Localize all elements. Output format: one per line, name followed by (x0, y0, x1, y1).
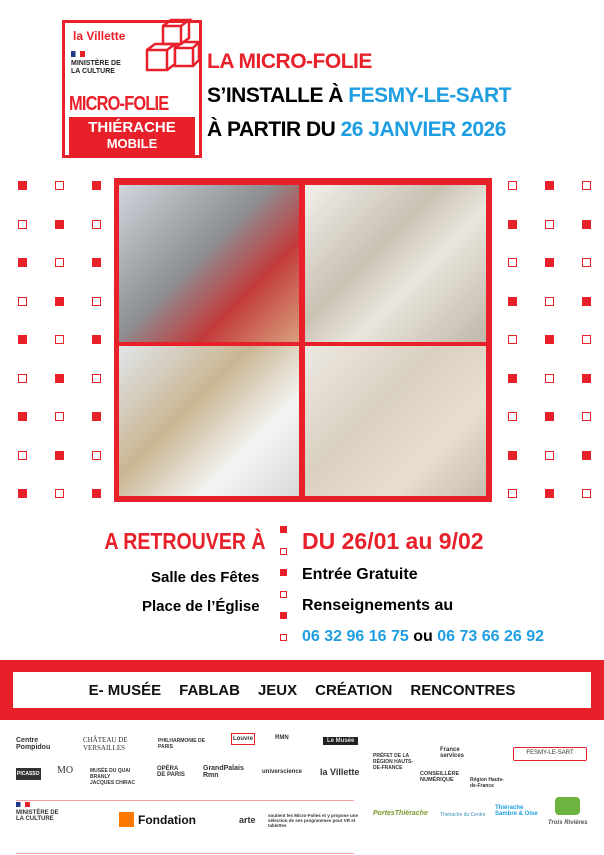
decorative-square (55, 335, 64, 344)
logo-thierache-sambre: Thiérache Sambre & Oise (495, 805, 538, 817)
decorative-square (508, 412, 517, 421)
headline-place: FESMY-LE-SART (348, 84, 511, 107)
decorative-square (582, 220, 591, 229)
decorative-square (55, 181, 64, 190)
decorative-square (55, 489, 64, 498)
headline-date: 26 JANVIER 2026 (340, 118, 506, 141)
decorative-square (92, 489, 101, 498)
decorative-square (508, 489, 517, 498)
decorative-square (18, 335, 27, 344)
activity-fablab: FABLAB (179, 681, 240, 699)
divider-square (280, 548, 287, 555)
decorative-square (545, 335, 554, 344)
activity-jeux: JEUX (257, 681, 298, 699)
decorative-square (508, 335, 517, 344)
decorative-square (55, 451, 64, 460)
logo-region-box (69, 117, 195, 155)
divider-square (280, 569, 287, 576)
decorative-square (18, 258, 27, 267)
logo-louvre: Louvre (231, 733, 255, 745)
logo-orsay: MO (57, 765, 74, 776)
decorative-square (508, 181, 517, 190)
headline-line2 (207, 84, 511, 108)
activities-banner (0, 660, 604, 720)
venue-place: Place de l’Église (142, 598, 260, 615)
photo-children-printer (119, 185, 299, 342)
logo-grandpalais: GrandPalais Rmn (203, 765, 244, 779)
phone-1[interactable]: 06 32 96 16 75 (302, 628, 409, 645)
decorative-square (545, 412, 554, 421)
french-flag-icon (16, 802, 30, 807)
arte-text: soutient les Micro-Folies et y propose une sélection de ses programmes pour VR et tablettes (268, 813, 359, 828)
la-villette-logo: la Villette (73, 29, 126, 43)
logo-portes-thierache: PortesThiérache (373, 810, 428, 817)
decorative-square (545, 258, 554, 267)
logo-opera: OPÉRA DE PARIS (157, 766, 185, 778)
logo-rmn: RMN (275, 735, 289, 741)
activity-emusee: E- MUSÉE (88, 681, 162, 699)
decorative-square (582, 297, 591, 306)
photo-calligraphy (119, 346, 299, 496)
decorative-square (18, 412, 27, 421)
logo-versailles: CHÂTEAU DE VERSAILLES (83, 736, 128, 752)
dates: DU 26/01 au 9/02 (302, 528, 484, 554)
entry-free: Entrée Gratuite (302, 566, 418, 583)
logo-trois-rivieres: Trois Rivières (548, 820, 588, 826)
headline-line3 (207, 118, 506, 142)
decorative-square (92, 181, 101, 190)
logo-france-services: France services (440, 747, 465, 759)
logo-title: MICRO-FOLIE (69, 93, 169, 115)
logo-thierache-centre: Thiérache du Centre (440, 812, 486, 818)
decorative-square (545, 374, 554, 383)
decorative-square (582, 258, 591, 267)
cubes-icon (145, 18, 205, 78)
activity-creation: CRÉATION (315, 681, 393, 699)
decorative-square (545, 451, 554, 460)
logo-conseillere: CONSEILLÈRE NUMÉRIQUE (420, 771, 460, 783)
contact-label: Renseignements au (302, 597, 454, 614)
decorative-square (55, 220, 64, 229)
decorative-square (92, 412, 101, 421)
logo-fondation: Fondation (138, 813, 196, 827)
headline-line2-prefix: S’INSTALLE À (207, 84, 349, 107)
photo-tote-bag (305, 346, 486, 496)
logo-philharmonie: PHILHARMONIE DE PARIS (158, 738, 205, 750)
logo-musee: Le Musée (323, 737, 358, 745)
logo-pompidou: Centre Pompidou (16, 737, 51, 751)
decorative-square (582, 412, 591, 421)
decorative-square (582, 489, 591, 498)
logo-town: FESMY-LE-SART (513, 747, 587, 761)
phone-or: ou (413, 628, 433, 645)
decorative-square (92, 374, 101, 383)
headline-line3-prefix: À PARTIR DU (207, 118, 341, 141)
decorative-square (582, 181, 591, 190)
trois-rivieres-icon (555, 797, 580, 815)
logo-prefet: PRÉFET DE LA RÉGION HAUTS-DE-FRANCE (373, 753, 413, 771)
decorative-square (55, 412, 64, 421)
divider-square (280, 612, 287, 619)
decorative-square (18, 451, 27, 460)
activity-rencontres: RENCONTRES (410, 681, 516, 699)
decorative-square (545, 489, 554, 498)
french-flag-icon (71, 51, 85, 57)
decorative-square (92, 297, 101, 306)
divider-square (280, 526, 287, 533)
headline-line1: LA MICRO-FOLIE (207, 50, 372, 73)
decorative-square (18, 181, 27, 190)
decorative-square (508, 220, 517, 229)
photo-grid (114, 178, 492, 502)
logo-la-villette: la Villette (320, 767, 360, 777)
decorative-square (508, 297, 517, 306)
decorative-square (18, 297, 27, 306)
decorative-square (582, 335, 591, 344)
decorative-square (18, 374, 27, 383)
decorative-square (55, 374, 64, 383)
find-label: A RETROUVER À (104, 528, 266, 554)
logo-arte: arte (239, 815, 256, 825)
photo-printed-tshirts (305, 185, 486, 342)
divider-square (280, 634, 287, 641)
decorative-square (55, 258, 64, 267)
orange-square-icon (119, 812, 134, 827)
logo-subtitle: MOBILE (106, 136, 158, 151)
logo-quai-branly: MUSÉE DU QUAI BRANLY JACQUES CHIRAC (90, 768, 136, 786)
logo-universcience: universcience (262, 769, 303, 775)
phone-2[interactable]: 06 73 66 26 92 (437, 628, 544, 645)
decorative-square (92, 258, 101, 267)
logo-region: THIÉRACHE (88, 119, 176, 136)
decorative-square (508, 451, 517, 460)
divider-square (280, 591, 287, 598)
decorative-square (508, 374, 517, 383)
decorative-square (545, 220, 554, 229)
decorative-square (545, 181, 554, 190)
decorative-square (545, 297, 554, 306)
decorative-square (18, 489, 27, 498)
decorative-square (55, 297, 64, 306)
phones (302, 628, 544, 646)
venue-hall: Salle des Fêtes (151, 569, 260, 586)
decorative-square (508, 258, 517, 267)
decorative-square (582, 374, 591, 383)
decorative-square (18, 220, 27, 229)
decorative-square (582, 451, 591, 460)
logo-ministry: MINISTÈRE DE LA CULTURE (16, 810, 59, 822)
decorative-square (92, 335, 101, 344)
logo-picasso: PICASSO (16, 768, 41, 780)
decorative-square (92, 451, 101, 460)
ministry-label: MINISTÈRE DE LA CULTURE (71, 60, 121, 75)
decorative-square (92, 220, 101, 229)
logo-region: Région Hauts-de-France (470, 777, 504, 789)
